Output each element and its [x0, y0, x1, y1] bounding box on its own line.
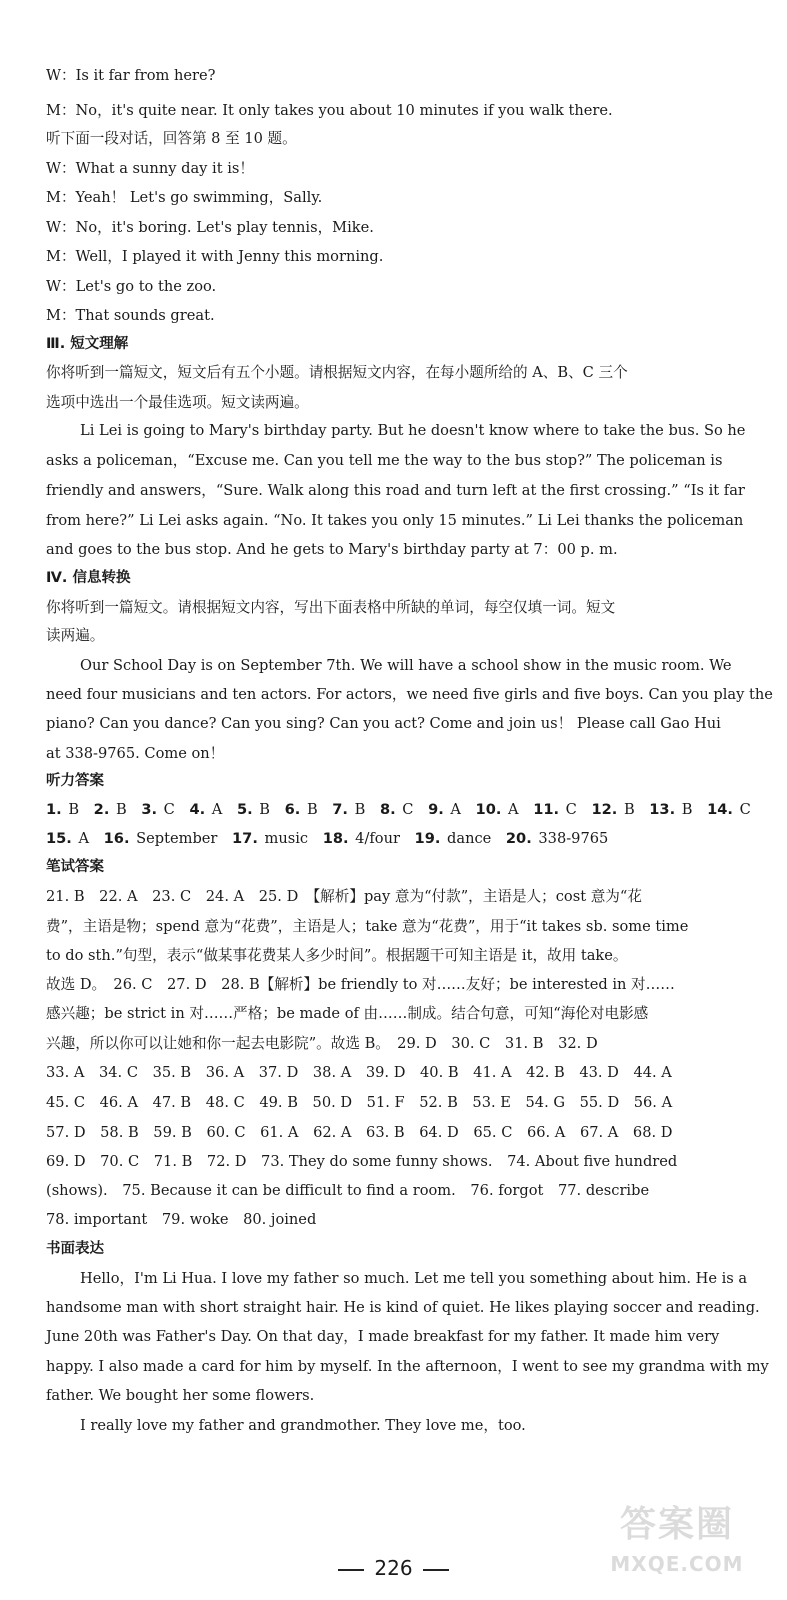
answer-number: 20.	[505, 830, 532, 847]
answer-number: 9.	[428, 801, 444, 818]
essay-line: Hello，I'm Li Hua. I love my father so much. Let me tell you something about him. He is a	[80, 1270, 748, 1287]
answer-number: 8.	[379, 801, 396, 818]
answer-value: A	[443, 801, 476, 818]
answer-number: 3.	[141, 801, 158, 818]
essay-line: I really love my father and grandmother. They love me，too.	[80, 1417, 526, 1434]
answer-value: 338-9765	[531, 830, 609, 847]
answer-line: 感兴趣；be strict in 对……严格；be made of 由……制成。结合句意，可知“海伦对电影感	[46, 1005, 649, 1022]
instruction-line: 选项中选出一个最佳选项。短文读两遍。	[46, 394, 309, 411]
passage-line: piano? Can you dance? Can you sing? Can you act? Come and join us！ Please call Gao Hui	[46, 715, 721, 732]
section-title: Ⅲ. 短文理解	[46, 336, 129, 352]
answer-number: 1.	[46, 801, 62, 818]
dialogue-line: W：No，it's boring. Let's play tennis，Mike.	[46, 219, 374, 236]
answer-line: 57. D 58. B 59. B 60. C 61. A 62. A 63. B 64. D 65. C 66. A 67. A 68. D	[46, 1124, 673, 1141]
passage-line: at 338-9765. Come on！	[46, 745, 225, 762]
section-title: 书面表达	[46, 1241, 104, 1257]
passage-line: Li Lei is going to Mary's birthday party. But he doesn't know where to take the bus. So he	[80, 422, 746, 439]
answer-line: 33. A 34. C 35. B 36. A 37. D 38. A 39. D 40. B 41. A 42. B 43. D 44. A	[46, 1064, 672, 1081]
answer-value: dance	[440, 830, 506, 847]
answer-value: B	[675, 801, 708, 818]
essay-line: June 20th was Father's Day. On that day，I made breakfast for my father. It made him very	[46, 1328, 720, 1345]
passage-line: Our School Day is on September 7th. We will have a school show in the music room. We	[80, 657, 732, 674]
answer-number: 17.	[232, 830, 258, 847]
answer-value: music	[257, 830, 323, 847]
answer-value: A	[71, 830, 104, 847]
answer-value: C	[732, 801, 751, 818]
answer-value: B	[347, 801, 380, 818]
dash-right	[423, 1569, 449, 1571]
answer-line: 69. D 70. C 71. B 72. D 73. They do some funny shows. 74. About five hundred	[46, 1153, 678, 1170]
dash-left	[338, 1569, 364, 1571]
dialogue-line: W：Let's go to the zoo.	[46, 278, 217, 295]
answer-line: (shows). 75. Because it can be difficult to find a room. 76. forgot 77. describe	[46, 1182, 650, 1199]
answer-value: B	[617, 801, 650, 818]
answer-value: C	[395, 801, 429, 818]
answer-line: 费”，主语是物；spend 意为“花费”，主语是人；take 意为“花费”，用于“it takes sb. some time	[46, 918, 689, 935]
answer-number: 16.	[103, 830, 130, 847]
answer-line: to do sth.”句型，表示“做某事花费某人多少时间”。根据题干可知主语是 it，故用 take。	[46, 947, 628, 964]
dialogue-line: M：No，it's quite near. It only takes you about 10 minutes if you walk there.	[46, 102, 613, 119]
watermark-url: MXQE.COM	[610, 1552, 744, 1576]
dialogue-line: W：Is it far from here?	[46, 67, 216, 84]
listening-answers-line	[46, 829, 608, 849]
answer-line: 78. important 79. woke 80. joined	[46, 1211, 317, 1228]
passage-line: need four musicians and ten actors. For actors，we need five girls and five boys. Can you play the	[46, 686, 773, 703]
section-title: Ⅳ. 信息转换	[46, 570, 131, 586]
essay-line: handsome man with short straight hair. He is kind of quiet. He likes playing soccer and reading.	[46, 1299, 760, 1316]
answer-line: 45. C 46. A 47. B 48. C 49. B 50. D 51. F 52. B 53. E 54. G 55. D 56. A	[46, 1094, 673, 1111]
dialogue-line: M：That sounds great.	[46, 307, 215, 324]
answer-value: September	[129, 830, 233, 847]
essay-line: father. We bought her some flowers.	[46, 1387, 315, 1404]
answer-value: B	[109, 801, 142, 818]
answer-line: 21. B 22. A 23. C 24. A 25. D 【解析】pay 意为“付款”，主语是人；cost 意为“花	[46, 888, 642, 905]
instruction-line: 读两遍。	[46, 627, 105, 644]
answer-number: 10.	[475, 801, 502, 818]
answer-value: B	[61, 801, 94, 818]
dialogue-line: W：What a sunny day it is！	[46, 160, 254, 177]
section-title: 听力答案	[46, 773, 104, 789]
answer-number: 5.	[236, 801, 253, 818]
answer-value: A	[205, 801, 237, 818]
answer-value: B	[300, 801, 333, 818]
answer-value: A	[501, 801, 534, 818]
answer-number: 15.	[46, 830, 72, 847]
section-title: 笔试答案	[46, 859, 104, 875]
dialogue-line: M：Yeah！ Let's go swimming，Sally.	[46, 189, 323, 206]
answer-value: C	[559, 801, 592, 818]
answer-number: 11.	[533, 801, 560, 818]
dialogue-intro: 听下面一段对话，回答第 8 至 10 题。	[46, 130, 297, 147]
answer-value: C	[157, 801, 190, 818]
answer-number: 4.	[189, 801, 206, 818]
answer-number: 13.	[649, 801, 676, 818]
answer-number: 7.	[332, 801, 348, 818]
passage-line: from here?” Li Lei asks again. “No. It takes you only 15 minutes.” Li Lei thanks the policeman	[46, 512, 744, 529]
page-number-text: 226	[374, 1556, 413, 1580]
passage-line: and goes to the bus stop. And he gets to Mary's birthday party at 7：00 p. m.	[46, 541, 618, 558]
answer-value: B	[252, 801, 285, 818]
answer-number: 14.	[707, 801, 733, 818]
instruction-line: 你将听到一篇短文，短文后有五个小题。请根据短文内容，在每小题所给的 A、B、C 三个	[46, 364, 628, 381]
answer-number: 12.	[591, 801, 618, 818]
answer-line: 兴趣，所以你可以让她和你一起去电影院”。故选 B。 29. D 30. C 31. B 32. D	[46, 1035, 598, 1052]
dialogue-line: M：Well，I played it with Jenny this morning.	[46, 248, 384, 265]
answer-number: 6.	[284, 801, 301, 818]
answer-number: 18.	[322, 830, 349, 847]
answer-number: 2.	[93, 801, 110, 818]
passage-line: asks a policeman，“Excuse me. Can you tell me the way to the bus stop?” The policeman is	[46, 452, 723, 469]
page-number	[0, 1556, 787, 1580]
essay-line: happy. I also made a card for him by myself. In the afternoon，I went to see my grandma with my	[46, 1358, 769, 1375]
answer-value: 4/four	[348, 830, 415, 847]
answer-number: 19.	[414, 830, 441, 847]
listening-answers-line	[46, 800, 751, 820]
watermark-text: 答案圈	[619, 1504, 734, 1545]
answer-line: 故选 D。 26. C 27. D 28. B【解析】be friendly to 对……友好；be interested in 对……	[46, 976, 675, 993]
instruction-line: 你将听到一篇短文。请根据短文内容，写出下面表格中所缺的单词，每空仅填一词。短文	[46, 599, 616, 616]
passage-line: friendly and answers，“Sure. Walk along this road and turn left at the first crossing.” “Is it far	[46, 482, 745, 499]
